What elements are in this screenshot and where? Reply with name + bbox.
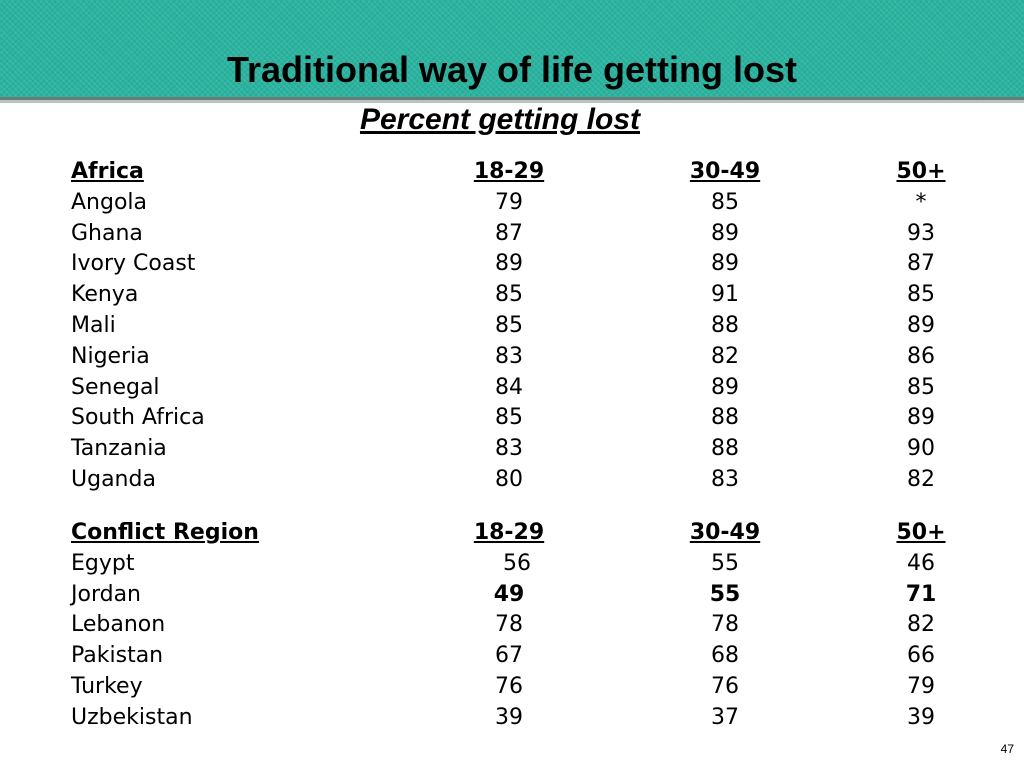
table-row xyxy=(71,549,951,580)
value-cell: 88 xyxy=(711,436,739,462)
conflict-region-table xyxy=(71,518,951,734)
value-cell: 89 xyxy=(711,220,739,246)
value-cell: 89 xyxy=(907,312,935,338)
column-header: 18-29 xyxy=(473,159,545,184)
country-name: Uganda xyxy=(71,466,156,492)
table-row xyxy=(71,219,951,250)
column-header: 50+ xyxy=(896,520,946,545)
value-cell: 85 xyxy=(495,282,523,308)
value-cell: 67 xyxy=(495,643,523,669)
value-cell: 37 xyxy=(711,704,739,730)
value-cell: 78 xyxy=(495,612,523,638)
column-header: 18-29 xyxy=(473,520,545,545)
value-cell: 91 xyxy=(711,282,739,308)
table-header-row xyxy=(71,518,951,549)
country-name: Turkey xyxy=(71,673,143,699)
section-heading: Conflict Region xyxy=(71,520,259,545)
value-cell: 84 xyxy=(495,374,523,400)
country-name: Ivory Coast xyxy=(71,251,196,277)
country-name: Pakistan xyxy=(71,643,164,669)
value-cell: 85 xyxy=(495,405,523,431)
value-cell: 82 xyxy=(711,343,739,369)
value-cell: 79 xyxy=(495,189,523,215)
value-cell: 68 xyxy=(711,643,739,669)
country-name: South Africa xyxy=(71,405,205,431)
value-cell: 39 xyxy=(907,704,935,730)
value-cell: 76 xyxy=(711,673,739,699)
value-cell: 89 xyxy=(907,405,935,431)
value-cell: 66 xyxy=(907,643,935,669)
table-row xyxy=(71,403,951,434)
value-cell: 83 xyxy=(495,436,523,462)
slide-title: Traditional way of life getting lost xyxy=(226,49,798,90)
value-cell: 82 xyxy=(907,612,935,638)
country-name: Tanzania xyxy=(71,436,167,462)
country-name: Nigeria xyxy=(71,343,150,369)
value-cell: 78 xyxy=(711,612,739,638)
value-cell: 89 xyxy=(711,251,739,277)
table-row xyxy=(71,249,951,280)
country-name: Egypt xyxy=(71,550,135,576)
value-cell: 79 xyxy=(907,673,935,699)
value-cell: 82 xyxy=(907,466,935,492)
table-row xyxy=(71,342,951,373)
country-name: Ghana xyxy=(71,220,143,246)
table-row xyxy=(71,641,951,672)
value-cell: 89 xyxy=(495,251,523,277)
value-cell: 49 xyxy=(493,581,525,607)
value-cell: 87 xyxy=(907,251,935,277)
table-row xyxy=(71,188,951,219)
value-cell: 90 xyxy=(907,436,935,462)
page-number: 47 xyxy=(1000,742,1014,756)
country-name: Uzbekistan xyxy=(71,704,193,730)
column-header: 30-49 xyxy=(689,159,761,184)
column-header: 30-49 xyxy=(689,520,761,545)
table-row xyxy=(71,672,951,703)
table-header-row xyxy=(71,157,951,188)
table-row xyxy=(71,580,951,611)
value-cell: 87 xyxy=(495,220,523,246)
table-row xyxy=(71,703,951,734)
value-cell: 85 xyxy=(907,374,935,400)
slide-subtitle: Percent getting lost xyxy=(359,103,641,136)
value-cell: 83 xyxy=(711,466,739,492)
value-cell: 71 xyxy=(905,581,937,607)
table-row xyxy=(71,465,951,496)
value-cell: * xyxy=(915,189,927,215)
table-row xyxy=(71,434,951,465)
value-cell: 85 xyxy=(495,312,523,338)
country-name: Senegal xyxy=(71,374,160,400)
country-name: Mali xyxy=(71,312,116,338)
value-cell: 83 xyxy=(495,343,523,369)
value-cell: 80 xyxy=(495,466,523,492)
table-row xyxy=(71,311,951,342)
country-name: Jordan xyxy=(71,581,141,607)
section-heading: Africa xyxy=(71,159,144,184)
country-name: Kenya xyxy=(71,282,139,308)
value-cell: 55 xyxy=(711,550,739,576)
column-header: 50+ xyxy=(896,159,946,184)
value-cell: 85 xyxy=(711,189,739,215)
table-row xyxy=(71,373,951,404)
value-cell: 89 xyxy=(711,374,739,400)
value-cell: 46 xyxy=(907,550,935,576)
table-row xyxy=(71,280,951,311)
country-name: Lebanon xyxy=(71,612,166,638)
value-cell: 86 xyxy=(907,343,935,369)
value-cell: 85 xyxy=(907,282,935,308)
value-cell: 93 xyxy=(907,220,935,246)
country-name: Angola xyxy=(71,189,148,215)
value-cell: 76 xyxy=(495,673,523,699)
value-cell: 56 xyxy=(503,550,531,576)
value-cell: 55 xyxy=(709,581,741,607)
value-cell: 39 xyxy=(495,704,523,730)
table-row xyxy=(71,610,951,641)
africa-table xyxy=(71,157,951,496)
value-cell: 88 xyxy=(711,312,739,338)
value-cell: 88 xyxy=(711,405,739,431)
